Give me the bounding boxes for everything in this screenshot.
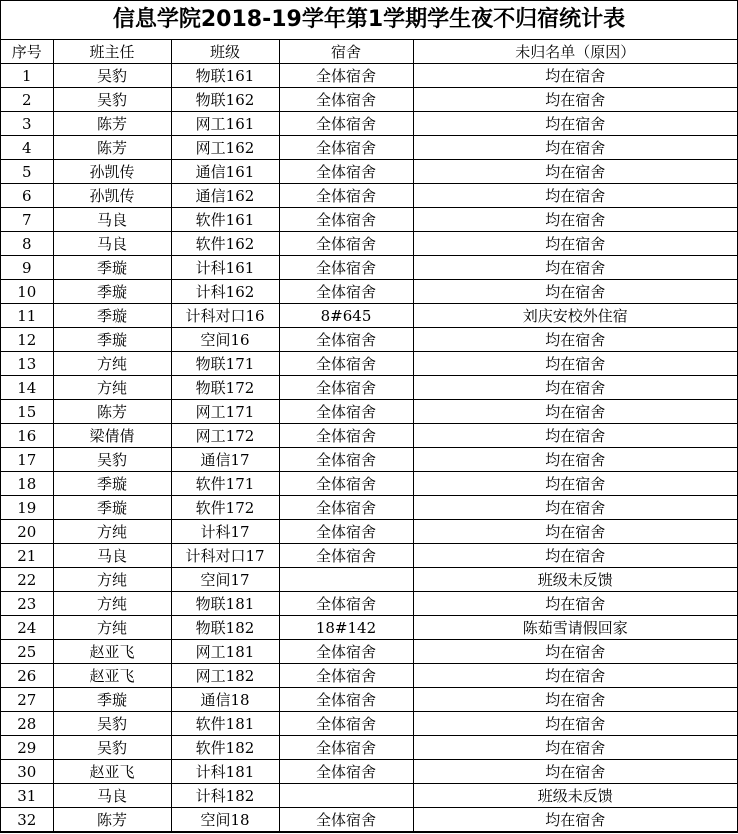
cell-absent: 均在宿舍 — [413, 208, 737, 232]
table-row — [1, 304, 737, 328]
cell-index: 12 — [1, 328, 53, 352]
header-dorm: 宿舍 — [279, 40, 413, 64]
cell-absent: 均在宿舍 — [413, 64, 737, 88]
cell-teacher: 赵亚飞 — [53, 760, 171, 784]
table-row — [1, 712, 737, 736]
cell-absent: 均在宿舍 — [413, 640, 737, 664]
cell-teacher: 方纯 — [53, 352, 171, 376]
table-row — [1, 64, 737, 88]
cell-dorm: 全体宿舍 — [279, 592, 413, 616]
header-absent: 未归名单（原因） — [413, 40, 737, 64]
cell-dorm: 全体宿舍 — [279, 400, 413, 424]
table-row — [1, 640, 737, 664]
cell-dorm: 全体宿舍 — [279, 496, 413, 520]
cell-dorm: 全体宿舍 — [279, 376, 413, 400]
table-row — [1, 520, 737, 544]
cell-teacher: 马良 — [53, 784, 171, 808]
cell-teacher: 陈芳 — [53, 112, 171, 136]
cell-dorm: 全体宿舍 — [279, 640, 413, 664]
cell-dorm: 全体宿舍 — [279, 256, 413, 280]
cell-absent: 均在宿舍 — [413, 664, 737, 688]
cell-index: 25 — [1, 640, 53, 664]
cell-absent: 均在宿舍 — [413, 256, 737, 280]
sheet-title: 信息学院2018-19学年第1学期学生夜不归宿统计表 — [1, 1, 737, 40]
cell-teacher: 陈芳 — [53, 136, 171, 160]
cell-dorm: 全体宿舍 — [279, 136, 413, 160]
cell-class: 计科对口16 — [171, 304, 279, 328]
cell-class: 空间18 — [171, 808, 279, 832]
cell-dorm: 全体宿舍 — [279, 760, 413, 784]
cell-dorm: 全体宿舍 — [279, 208, 413, 232]
table-row — [1, 736, 737, 760]
cell-index: 31 — [1, 784, 53, 808]
table-row — [1, 808, 737, 832]
cell-index: 6 — [1, 184, 53, 208]
cell-teacher: 季璇 — [53, 688, 171, 712]
cell-index: 32 — [1, 808, 53, 832]
cell-absent: 均在宿舍 — [413, 760, 737, 784]
cell-index: 2 — [1, 88, 53, 112]
cell-teacher: 赵亚飞 — [53, 640, 171, 664]
cell-teacher: 马良 — [53, 208, 171, 232]
cell-dorm: 全体宿舍 — [279, 424, 413, 448]
table-row — [1, 136, 737, 160]
table-row — [1, 760, 737, 784]
cell-dorm: 全体宿舍 — [279, 688, 413, 712]
cell-index: 13 — [1, 352, 53, 376]
cell-teacher: 季璇 — [53, 472, 171, 496]
table-row — [1, 88, 737, 112]
cell-class: 网工162 — [171, 136, 279, 160]
cell-teacher: 方纯 — [53, 376, 171, 400]
cell-teacher: 吴豹 — [53, 64, 171, 88]
table-row — [1, 616, 737, 640]
cell-class: 计科161 — [171, 256, 279, 280]
cell-dorm: 全体宿舍 — [279, 64, 413, 88]
cell-class: 网工171 — [171, 400, 279, 424]
table-row — [1, 328, 737, 352]
cell-dorm — [279, 784, 413, 808]
table-row — [1, 184, 737, 208]
cell-absent: 均在宿舍 — [413, 280, 737, 304]
table-row — [1, 688, 737, 712]
cell-teacher: 方纯 — [53, 592, 171, 616]
cell-class: 物联162 — [171, 88, 279, 112]
table-row — [1, 352, 737, 376]
header-index: 序号 — [1, 40, 53, 64]
cell-teacher: 马良 — [53, 544, 171, 568]
cell-dorm: 全体宿舍 — [279, 232, 413, 256]
cell-dorm: 全体宿舍 — [279, 280, 413, 304]
cell-index: 15 — [1, 400, 53, 424]
cell-absent: 均在宿舍 — [413, 808, 737, 832]
cell-absent: 均在宿舍 — [413, 160, 737, 184]
cell-index: 9 — [1, 256, 53, 280]
cell-dorm: 全体宿舍 — [279, 544, 413, 568]
cell-absent: 均在宿舍 — [413, 184, 737, 208]
table-row — [1, 424, 737, 448]
cell-class: 物联181 — [171, 592, 279, 616]
cell-absent: 陈茹雪请假回家 — [413, 616, 737, 640]
cell-class: 通信161 — [171, 160, 279, 184]
cell-dorm: 全体宿舍 — [279, 472, 413, 496]
cell-dorm: 全体宿舍 — [279, 808, 413, 832]
cell-teacher: 马良 — [53, 232, 171, 256]
cell-dorm: 全体宿舍 — [279, 448, 413, 472]
table-row — [1, 448, 737, 472]
cell-teacher: 吴豹 — [53, 88, 171, 112]
cell-class: 软件172 — [171, 496, 279, 520]
cell-teacher: 吴豹 — [53, 736, 171, 760]
cell-absent: 均在宿舍 — [413, 712, 737, 736]
cell-absent: 均在宿舍 — [413, 112, 737, 136]
table-row — [1, 472, 737, 496]
cell-teacher: 季璇 — [53, 328, 171, 352]
cell-index: 1 — [1, 64, 53, 88]
table-row — [1, 568, 737, 592]
cell-class: 计科182 — [171, 784, 279, 808]
cell-teacher: 陈芳 — [53, 400, 171, 424]
cell-class: 计科17 — [171, 520, 279, 544]
table-row — [1, 208, 737, 232]
cell-teacher: 季璇 — [53, 304, 171, 328]
cell-teacher: 陈芳 — [53, 808, 171, 832]
cell-dorm: 全体宿舍 — [279, 88, 413, 112]
cell-index: 3 — [1, 112, 53, 136]
cell-index: 19 — [1, 496, 53, 520]
header-class: 班级 — [171, 40, 279, 64]
cell-dorm: 全体宿舍 — [279, 184, 413, 208]
cell-absent: 均在宿舍 — [413, 688, 737, 712]
cell-class: 计科对口17 — [171, 544, 279, 568]
table-row — [1, 232, 737, 256]
cell-absent: 均在宿舍 — [413, 328, 737, 352]
cell-dorm: 全体宿舍 — [279, 328, 413, 352]
cell-index: 27 — [1, 688, 53, 712]
cell-class: 通信18 — [171, 688, 279, 712]
cell-class: 网工181 — [171, 640, 279, 664]
cell-teacher: 季璇 — [53, 496, 171, 520]
cell-absent: 均在宿舍 — [413, 544, 737, 568]
cell-class: 物联172 — [171, 376, 279, 400]
table-row — [1, 784, 737, 808]
cell-absent: 均在宿舍 — [413, 424, 737, 448]
cell-absent: 均在宿舍 — [413, 448, 737, 472]
table-row — [1, 160, 737, 184]
cell-class: 计科162 — [171, 280, 279, 304]
table-row — [1, 592, 737, 616]
cell-class: 物联161 — [171, 64, 279, 88]
cell-index: 28 — [1, 712, 53, 736]
cell-teacher: 方纯 — [53, 616, 171, 640]
cell-teacher: 季璇 — [53, 280, 171, 304]
cell-class: 计科181 — [171, 760, 279, 784]
cell-index: 21 — [1, 544, 53, 568]
dormitory-table — [1, 40, 737, 832]
cell-absent: 均在宿舍 — [413, 496, 737, 520]
cell-dorm: 全体宿舍 — [279, 712, 413, 736]
cell-class: 通信17 — [171, 448, 279, 472]
cell-dorm — [279, 568, 413, 592]
cell-dorm: 8#645 — [279, 304, 413, 328]
cell-class: 网工172 — [171, 424, 279, 448]
cell-class: 软件171 — [171, 472, 279, 496]
cell-teacher: 孙凯传 — [53, 160, 171, 184]
cell-index: 7 — [1, 208, 53, 232]
cell-index: 16 — [1, 424, 53, 448]
cell-index: 29 — [1, 736, 53, 760]
table-row — [1, 256, 737, 280]
cell-dorm: 全体宿舍 — [279, 160, 413, 184]
cell-absent: 均在宿舍 — [413, 592, 737, 616]
cell-absent: 均在宿舍 — [413, 376, 737, 400]
cell-absent: 均在宿舍 — [413, 472, 737, 496]
cell-dorm: 18#142 — [279, 616, 413, 640]
cell-index: 22 — [1, 568, 53, 592]
cell-class: 空间16 — [171, 328, 279, 352]
cell-index: 18 — [1, 472, 53, 496]
cell-teacher: 方纯 — [53, 520, 171, 544]
cell-index: 20 — [1, 520, 53, 544]
table-row — [1, 112, 737, 136]
cell-class: 软件182 — [171, 736, 279, 760]
cell-class: 空间17 — [171, 568, 279, 592]
cell-absent: 班级未反馈 — [413, 784, 737, 808]
cell-teacher: 吴豹 — [53, 712, 171, 736]
cell-absent: 班级未反馈 — [413, 568, 737, 592]
cell-index: 11 — [1, 304, 53, 328]
cell-dorm: 全体宿舍 — [279, 664, 413, 688]
cell-class: 软件162 — [171, 232, 279, 256]
table-row — [1, 376, 737, 400]
cell-absent: 均在宿舍 — [413, 400, 737, 424]
cell-dorm: 全体宿舍 — [279, 736, 413, 760]
cell-class: 网工161 — [171, 112, 279, 136]
cell-index: 24 — [1, 616, 53, 640]
cell-absent: 均在宿舍 — [413, 88, 737, 112]
cell-class: 网工182 — [171, 664, 279, 688]
cell-class: 通信162 — [171, 184, 279, 208]
cell-teacher: 季璇 — [53, 256, 171, 280]
header-teacher: 班主任 — [53, 40, 171, 64]
cell-teacher: 赵亚飞 — [53, 664, 171, 688]
cell-absent: 均在宿舍 — [413, 232, 737, 256]
cell-index: 8 — [1, 232, 53, 256]
cell-dorm: 全体宿舍 — [279, 352, 413, 376]
cell-teacher: 梁倩倩 — [53, 424, 171, 448]
cell-absent: 均在宿舍 — [413, 736, 737, 760]
cell-absent: 均在宿舍 — [413, 352, 737, 376]
cell-teacher: 孙凯传 — [53, 184, 171, 208]
cell-index: 26 — [1, 664, 53, 688]
cell-class: 物联182 — [171, 616, 279, 640]
cell-index: 30 — [1, 760, 53, 784]
cell-index: 14 — [1, 376, 53, 400]
cell-index: 10 — [1, 280, 53, 304]
table-row — [1, 664, 737, 688]
cell-index: 4 — [1, 136, 53, 160]
table-body — [1, 64, 737, 832]
table-row — [1, 400, 737, 424]
cell-class: 物联171 — [171, 352, 279, 376]
cell-teacher: 吴豹 — [53, 448, 171, 472]
cell-teacher: 方纯 — [53, 568, 171, 592]
cell-index: 23 — [1, 592, 53, 616]
cell-index: 5 — [1, 160, 53, 184]
cell-absent: 刘庆安校外住宿 — [413, 304, 737, 328]
table-row — [1, 544, 737, 568]
cell-absent: 均在宿舍 — [413, 520, 737, 544]
cell-dorm: 全体宿舍 — [279, 520, 413, 544]
header-row — [1, 40, 737, 64]
table-row — [1, 280, 737, 304]
cell-class: 软件161 — [171, 208, 279, 232]
table-row — [1, 496, 737, 520]
cell-index: 17 — [1, 448, 53, 472]
cell-dorm: 全体宿舍 — [279, 112, 413, 136]
cell-class: 软件181 — [171, 712, 279, 736]
cell-absent: 均在宿舍 — [413, 136, 737, 160]
